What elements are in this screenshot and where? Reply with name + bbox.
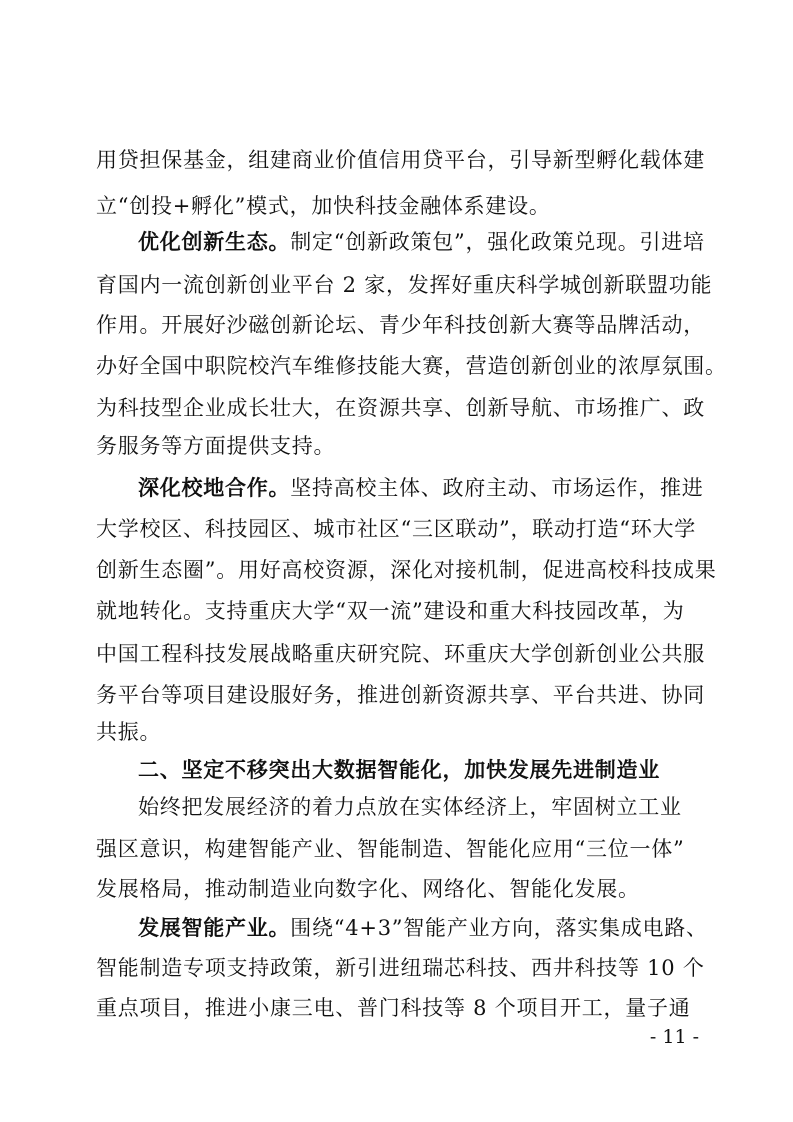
text-run: 中国工程科技发展战略重庆研究院、环重庆大学创新创业公共服 <box>96 642 705 666</box>
text-line <box>96 948 705 988</box>
text-run: 制定“创新政策包”，强化政策兑现。引进培 <box>290 230 705 254</box>
text-line <box>96 829 684 869</box>
text-run: 共振。 <box>96 720 162 744</box>
text-run: 为科技型企业成长壮大，在资源共享、创新导航、市场推广、政 <box>96 396 705 420</box>
bold-lead-text: 发展智能产业。 <box>138 915 291 940</box>
text-line <box>96 426 335 466</box>
text-run: 始终把发展经济的着力点放在实体经济上，牢固树立工业 <box>138 795 682 819</box>
text-line <box>138 908 708 948</box>
text-line <box>96 305 705 345</box>
text-line <box>96 712 161 752</box>
text-run: 立“创投+孵化”模式，加快科技金融体系建设。 <box>96 194 551 218</box>
text-line <box>96 265 712 305</box>
text-line <box>96 591 684 631</box>
text-line <box>96 509 696 549</box>
text-run: 创新生态圈”。用好高校资源，深化对接机制，促进高校科技成果 <box>96 558 717 582</box>
text-line <box>138 787 682 827</box>
text-run: 强区意识，构建智能产业、智能制造、智能化应用“三位一体” <box>96 837 685 861</box>
text-run: 大学校区、科技园区、城市社区“三区联动”，联动打造“环大学 <box>96 517 696 541</box>
text-line <box>138 468 704 508</box>
text-run: 就地转化。支持重庆大学“双一流”建设和重大科技园改革，为 <box>96 599 685 623</box>
text-run: 重点项目，推进小康三电、普门科技等 8 个项目开工，量子通 <box>96 996 691 1020</box>
text-line <box>96 346 727 386</box>
page-number: - 11 - <box>649 1026 699 1048</box>
text-run: 务服务等方面提供支持。 <box>96 434 336 458</box>
text-run: 发展格局，推动制造业向数字化、网络化、智能化发展。 <box>96 877 640 901</box>
text-run: 务平台等项目建设服好务，推进创新资源共享、平台共进、协同 <box>96 683 705 707</box>
text-run: 智能制造专项支持政策，新引进纽瑞芯科技、西井科技等 10 个 <box>96 956 705 980</box>
text-line <box>96 988 690 1028</box>
text-run: 用贷担保基金，组建商业价值信用贷平台，引导新型孵化载体建 <box>96 148 705 172</box>
text-line <box>96 869 640 909</box>
text-line <box>96 550 716 590</box>
text-run: 作用。开展好沙磁创新论坛、青少年科技创新大赛等品牌活动， <box>96 313 705 337</box>
text-run: 育国内一流创新创业平台 2 家，发挥好重庆科学城创新联盟功能 <box>96 273 713 297</box>
text-run: 围绕“4+3”智能产业方向，落实集成电路、 <box>290 916 708 940</box>
bold-lead-text: 深化校地合作。 <box>138 475 291 500</box>
text-run: 坚持高校主体、政府主动、市场运作，推进 <box>290 476 704 500</box>
bold-lead-text: 二、坚定不移突出大数据智能化，加快发展先进制造业 <box>138 758 660 782</box>
text-line <box>96 186 551 226</box>
text-line <box>96 388 705 428</box>
text-run: 办好全国中职院校汽车维修技能大赛，营造创新创业的浓厚氛围。 <box>96 354 727 378</box>
text-line <box>96 140 705 180</box>
text-line <box>138 750 660 790</box>
bold-lead-text: 优化创新生态。 <box>138 229 291 254</box>
text-line <box>96 675 705 715</box>
text-line <box>138 222 705 262</box>
text-line <box>96 634 705 674</box>
